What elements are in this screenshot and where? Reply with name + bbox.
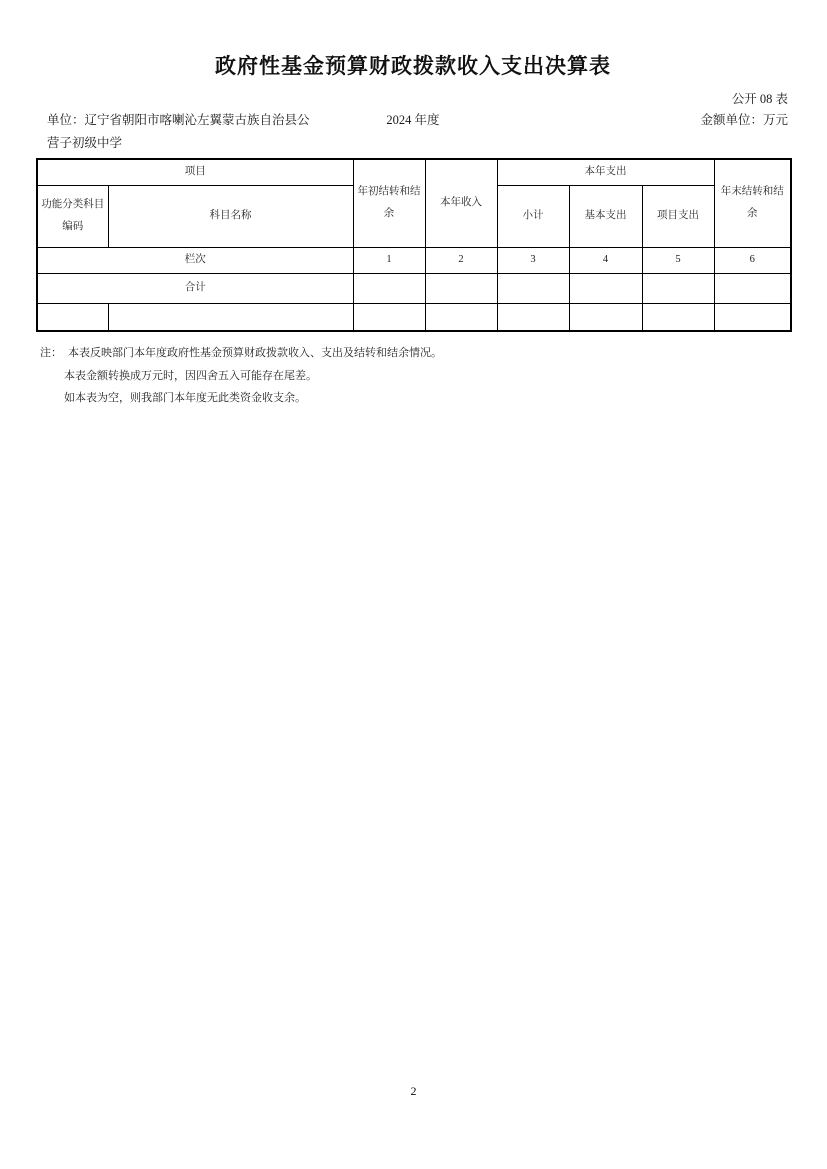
col-header-project: 项目	[37, 159, 353, 185]
empty-data-row	[37, 303, 791, 331]
amount-unit-label: 金额单位：万元	[700, 113, 788, 127]
empty-value-5	[642, 303, 714, 331]
empty-value-1	[353, 303, 425, 331]
meta-row	[36, 110, 790, 133]
column-index-3: 3	[497, 247, 569, 273]
total-value-2	[425, 273, 497, 303]
page-content	[36, 0, 790, 410]
col-header-year-income: 本年收入	[425, 159, 497, 247]
fiscal-year-label: 2024 年度	[386, 113, 440, 127]
empty-value-6	[714, 303, 791, 331]
column-index-label: 栏次	[37, 247, 353, 273]
total-row	[37, 273, 791, 303]
empty-func-code-cell	[37, 303, 108, 331]
total-value-1	[353, 273, 425, 303]
empty-value-4	[569, 303, 642, 331]
column-index-4: 4	[569, 247, 642, 273]
col-header-end-balance: 年末结转和结余	[714, 159, 791, 247]
empty-value-2	[425, 303, 497, 331]
total-row-label: 合计	[37, 273, 353, 303]
unit-name-line1: 单位：辽宁省朝阳市喀喇沁左翼蒙古族自治县公	[47, 113, 310, 127]
total-value-6	[714, 273, 791, 303]
note-prefix: 注：	[40, 347, 62, 360]
col-header-subtotal: 小计	[497, 185, 569, 247]
column-index-row	[37, 247, 791, 273]
total-value-4	[569, 273, 642, 303]
column-index-5: 5	[642, 247, 714, 273]
column-index-1: 1	[353, 247, 425, 273]
total-value-5	[642, 273, 714, 303]
note-line-2: 本表金额转换成万元时，因四舍五入可能存在尾差。	[64, 369, 317, 382]
total-value-3	[497, 273, 569, 303]
header-row-1	[37, 159, 791, 185]
note-line-1-text: 本表反映部门本年度政府性基金预算财政拨款收入、支出及结转和结余情况。	[68, 347, 442, 360]
form-code-label: 公开 08 表	[731, 92, 788, 106]
col-header-begin-balance: 年初结转和结余	[353, 159, 425, 247]
column-index-2: 2	[425, 247, 497, 273]
page-title: 政府性基金预算财政拨款收入支出决算表	[215, 55, 611, 78]
fiscal-table	[36, 158, 792, 332]
note-line-1	[40, 342, 790, 365]
note-line-3: 如本表为空，则我部门本年度无此类资金收支余。	[64, 392, 306, 405]
col-header-subject-name: 科目名称	[108, 185, 353, 247]
unit-name-line2: 营子初级中学	[47, 136, 123, 150]
empty-value-3	[497, 303, 569, 331]
col-header-func-code: 功能分类科目编码	[37, 185, 108, 247]
col-header-project-expense: 项目支出	[642, 185, 714, 247]
empty-subject-name-cell	[108, 303, 353, 331]
col-header-basic-expense: 基本支出	[569, 185, 642, 247]
notes-block	[36, 342, 790, 410]
col-header-year-expense: 本年支出	[497, 159, 714, 185]
page-number: 2	[410, 1084, 417, 1098]
meta-row2	[36, 133, 790, 155]
column-index-6: 6	[714, 247, 791, 273]
